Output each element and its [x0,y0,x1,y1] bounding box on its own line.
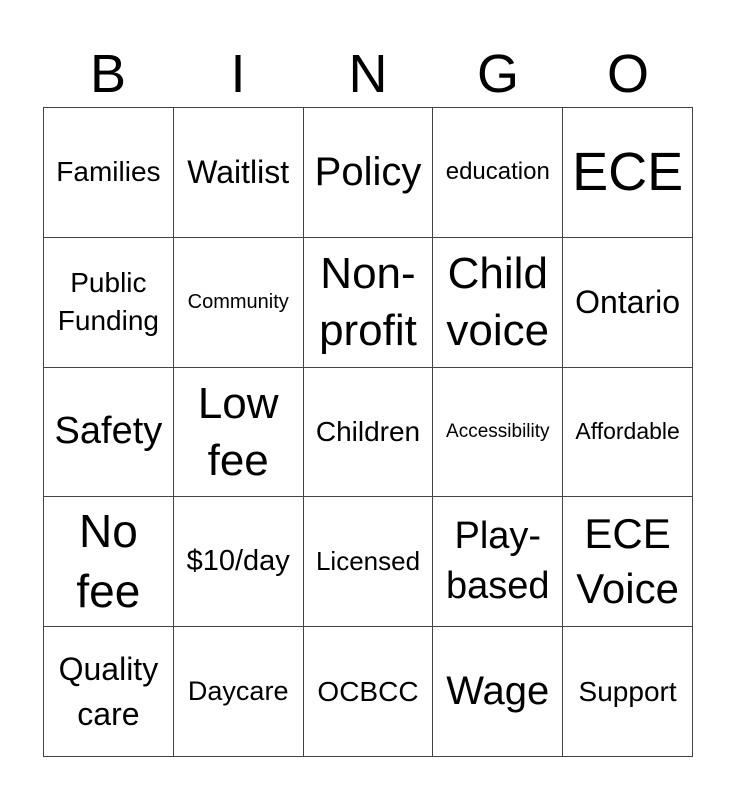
bingo-cell[interactable] [174,368,304,498]
bingo-cell[interactable] [433,627,563,757]
cell-label: education [445,158,550,186]
cell-label: Affordable [575,418,680,445]
bingo-cell[interactable] [174,627,304,757]
bingo-cell[interactable] [433,497,563,627]
header-letter-n: N [348,44,388,104]
bingo-cell[interactable] [563,497,693,627]
bingo-cell[interactable] [44,238,174,368]
cell-label: Non-profit [319,249,417,356]
cell-label: $10/day [186,545,290,578]
cell-label: Licensed [315,546,421,577]
cell-label: Waitlist [187,153,290,190]
cell-label: No fee [76,504,141,617]
cell-label: Daycare [187,676,289,707]
bingo-cell[interactable] [44,497,174,627]
cell-label: Safety [54,410,163,453]
cell-label: Child voice [446,249,550,356]
header-letter-o: O [606,44,649,104]
header-letter-i: I [230,44,246,104]
cell-label: ECE [572,142,684,203]
header-letter-g: G [476,44,519,104]
bingo-cell[interactable] [563,627,693,757]
bingo-cell[interactable] [563,108,693,238]
cell-label: Low fee [197,378,279,485]
bingo-header [43,40,693,108]
cell-label: Children [315,415,421,447]
bingo-cell[interactable] [304,368,434,498]
bingo-cell[interactable] [304,238,434,368]
cell-label: Public Funding [57,267,159,337]
bingo-cell[interactable] [174,497,304,627]
cell-label: Play-based [446,515,550,607]
bingo-cell[interactable] [304,497,434,627]
bingo-cell[interactable] [563,368,693,498]
bingo-cell[interactable] [174,108,304,238]
bingo-cell[interactable] [433,238,563,368]
cell-label: OCBCC [317,675,419,707]
bingo-cell[interactable] [304,108,434,238]
cell-label: Families [56,156,161,188]
cell-label: Support [578,675,677,707]
bingo-cell[interactable] [44,108,174,238]
cell-label: Policy [314,149,422,194]
cell-label: Ontario [575,283,681,320]
cell-label: ECE Voice [576,510,679,612]
bingo-cell[interactable] [44,627,174,757]
bingo-cell[interactable] [304,627,434,757]
bingo-board [43,107,693,757]
cell-label: Quality care [58,650,159,732]
bingo-cell[interactable] [44,368,174,498]
cell-label: Accessibility [446,420,550,442]
header-letter-b: B [89,44,127,104]
bingo-cell[interactable] [174,238,304,368]
bingo-cell[interactable] [433,368,563,498]
cell-label: Community [187,290,289,313]
bingo-cell[interactable] [563,238,693,368]
bingo-cell[interactable] [433,108,563,238]
cell-label: Wage [446,669,550,714]
